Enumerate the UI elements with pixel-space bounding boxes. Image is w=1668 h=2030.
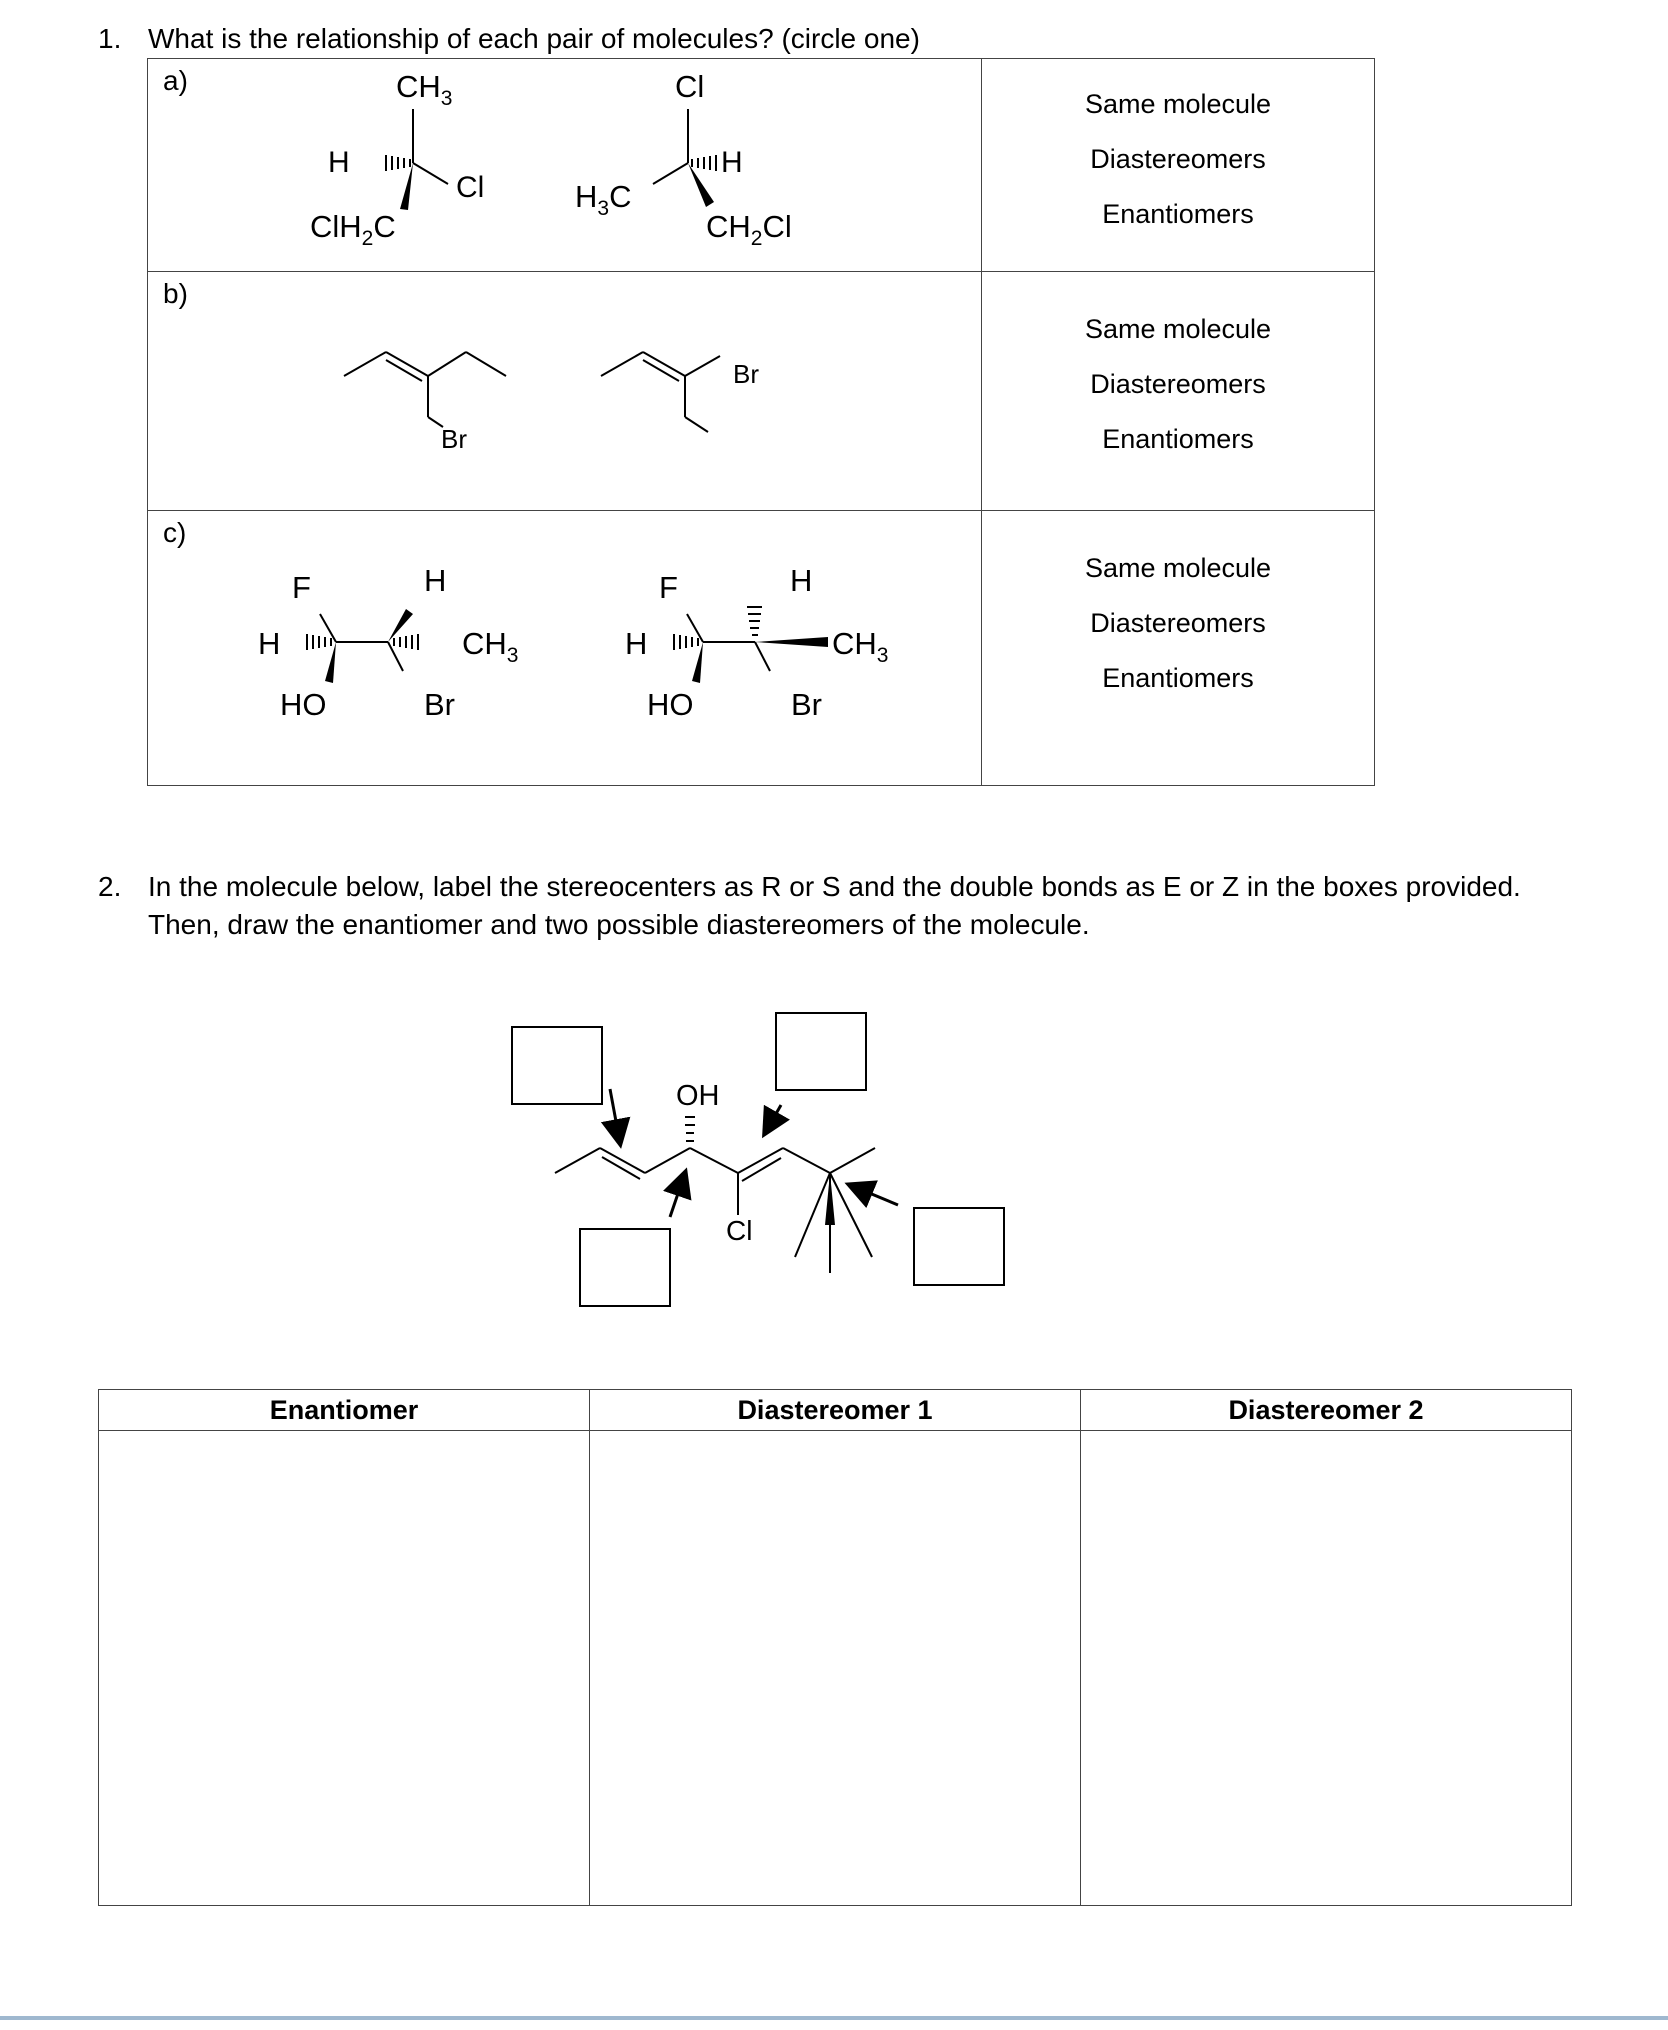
ho-label: HO: [647, 687, 694, 722]
h3c-label: $H_3C$: [575, 179, 632, 220]
row-c: [148, 511, 1375, 786]
molecule-pair-cell-a: [148, 59, 982, 272]
enantiomer-drawing-area[interactable]: [99, 1431, 590, 1906]
arrows: [610, 1089, 898, 1217]
hash-bond: [307, 634, 331, 650]
choices-cell-c: [982, 511, 1375, 786]
hash-bond: [685, 1117, 695, 1141]
choices-c: [982, 511, 1374, 706]
f-label: F: [292, 570, 311, 605]
choice-same-molecule[interactable]: Same molecule: [1084, 89, 1272, 119]
drawing-table: [98, 1389, 1572, 1906]
arrow-icon: [850, 1185, 898, 1205]
row-a: [148, 59, 1375, 272]
ch3-label: $CH_3$: [396, 69, 453, 110]
br-label: Br: [441, 424, 467, 454]
drawing-table-body: [99, 1431, 1572, 1906]
arrow-icon: [765, 1105, 781, 1133]
hash-bond: [747, 607, 762, 635]
answer-box[interactable]: [914, 1208, 1004, 1285]
wedge-bond: [325, 642, 336, 683]
molecule-pair-a: [148, 59, 981, 271]
header-diastereomer-1: Diastereomer 1: [590, 1390, 1081, 1431]
molecule-a-left: [310, 69, 484, 250]
h-top-label: H: [424, 563, 447, 598]
cl-label: Cl: [726, 1215, 753, 1246]
arrow-icon: [610, 1089, 620, 1143]
question-1-number: 1.: [98, 23, 122, 54]
molecule-diagram: [500, 1005, 1060, 1325]
choice-diastereomers[interactable]: Diastereomers: [1090, 369, 1266, 399]
row-b: [148, 272, 1375, 511]
bond: [413, 163, 448, 184]
row-label: b): [163, 278, 188, 309]
row-label: c): [163, 517, 187, 548]
choice-diastereomers[interactable]: Diastereomers: [1090, 608, 1266, 638]
br-label: Br: [791, 687, 822, 722]
wedge-bond: [400, 163, 413, 210]
ho-label: HO: [280, 687, 327, 722]
clh2c-label: ClH$_2$C: [310, 209, 396, 250]
choices-cell-a: [982, 59, 1375, 272]
bond: [653, 163, 688, 184]
hash-bond: [386, 155, 410, 171]
hash-bond: [692, 155, 716, 171]
h-label: H: [328, 146, 350, 179]
diastereomer-1-drawing-area[interactable]: [590, 1431, 1081, 1906]
bond: [320, 614, 336, 642]
choice-enantiomers[interactable]: Enantiomers: [1102, 424, 1254, 454]
answer-box[interactable]: [776, 1013, 866, 1090]
molecule-c-left: [258, 563, 518, 722]
hash-bond: [394, 634, 418, 650]
choice-same-molecule[interactable]: Same molecule: [1084, 314, 1272, 344]
choice-same-molecule[interactable]: Same molecule: [1084, 553, 1272, 583]
hash-bond: [674, 634, 698, 650]
molecule-pair-cell-c: [148, 511, 982, 786]
page-divider: [0, 2016, 1668, 2020]
molecule-b-right: [601, 352, 720, 432]
arrow-icon: [670, 1173, 685, 1217]
relationship-table: [147, 58, 1375, 786]
molecule-a-right: [575, 69, 792, 250]
ch2cl-label: $CH_2Cl$: [706, 209, 792, 250]
h-label: H: [258, 626, 281, 661]
choice-enantiomers[interactable]: Enantiomers: [1102, 663, 1254, 693]
ch3-label: $CH_3$: [832, 626, 889, 667]
choices-a: [982, 59, 1374, 242]
diastereomer-2-drawing-area[interactable]: [1081, 1431, 1572, 1906]
cl-top-label: Cl: [675, 69, 705, 104]
question-1-text: What is the relationship of each pair of molecules? (circle one): [148, 23, 920, 54]
molecule-pair-cell-b: [148, 272, 982, 511]
br-label: Br: [424, 687, 455, 722]
oh-label: OH: [676, 1080, 720, 1112]
f-label: F: [659, 570, 678, 605]
br-label: Br: [733, 359, 759, 389]
molecule-pair-b: [148, 272, 981, 510]
choices-cell-b: [982, 272, 1375, 511]
choice-diastereomers[interactable]: Diastereomers: [1090, 144, 1266, 174]
bond: [687, 614, 703, 642]
question-2-line-1: In the molecule below, label the stereocenters as R or S and the double bonds as E or Z in the boxes provided.: [148, 871, 1521, 902]
question-2-line-2: Then, draw the enantiomer and two possible diastereomers of the molecule.: [148, 909, 1090, 940]
ch3-label: $CH_3$: [462, 626, 519, 667]
h-top-label: H: [790, 563, 813, 598]
choices-b: [982, 272, 1374, 467]
wedge-bond: [755, 637, 828, 647]
drawing-table-header: [99, 1390, 1572, 1431]
header-diastereomer-2: Diastereomer 2: [1081, 1390, 1572, 1431]
header-enantiomer: Enantiomer: [99, 1390, 590, 1431]
molecule-c-right: [625, 563, 888, 722]
choice-enantiomers[interactable]: Enantiomers: [1102, 199, 1254, 229]
wedge-bond: [692, 642, 703, 683]
h-label: H: [721, 146, 743, 179]
h-label: H: [625, 626, 648, 661]
question-2: [98, 868, 1638, 948]
answer-box[interactable]: [580, 1229, 670, 1306]
cl-label: Cl: [456, 171, 485, 204]
row-label: a): [163, 65, 188, 96]
question-2-number: 2.: [98, 871, 122, 902]
bond: [755, 642, 770, 671]
molecule-pair-c: [148, 511, 981, 785]
molecule-b-left: [344, 352, 506, 427]
answer-box[interactable]: [512, 1027, 602, 1104]
